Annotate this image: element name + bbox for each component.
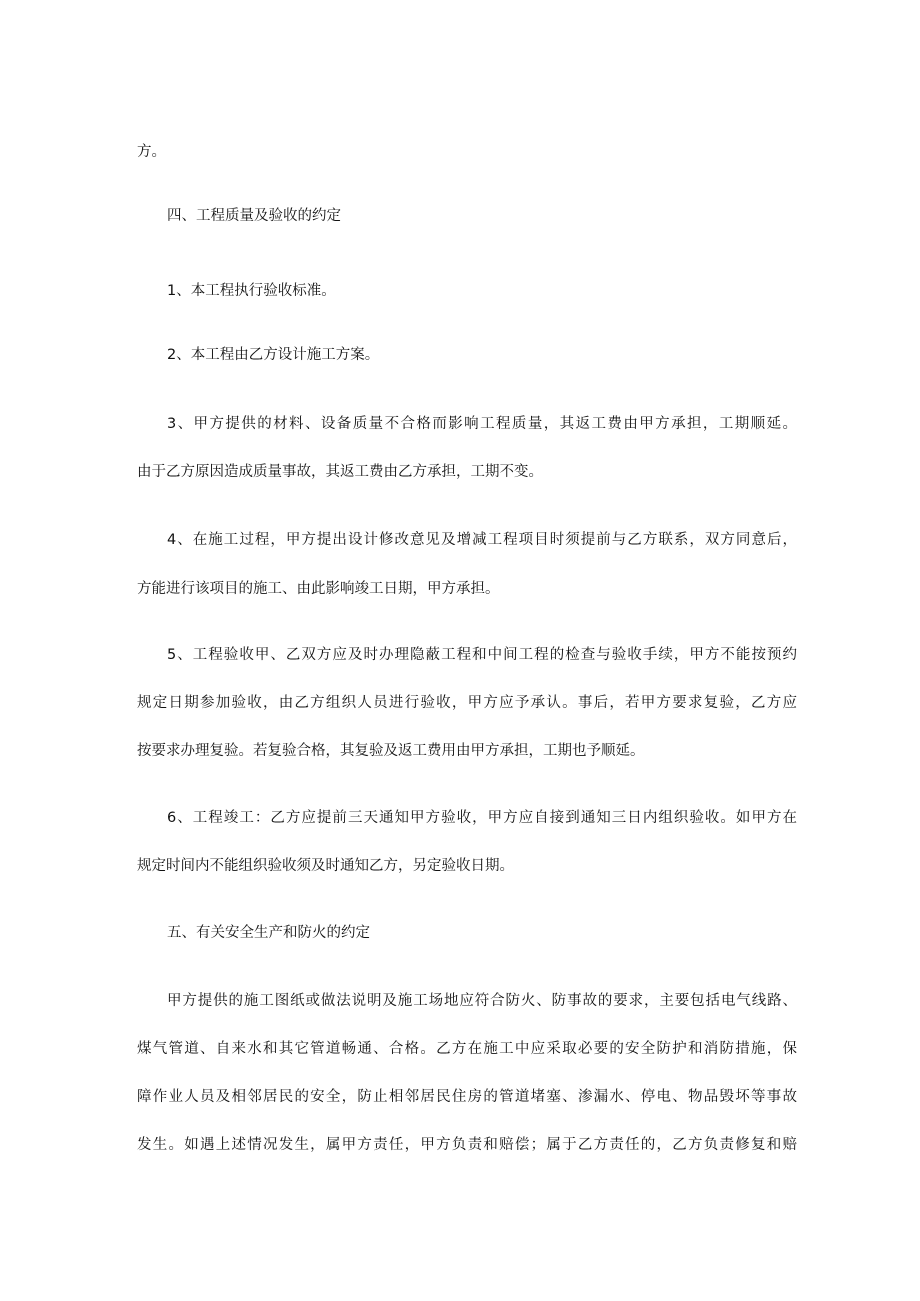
- clause-4-line-1: 4、在施工过程，甲方提出设计修改意见及增减工程项目时须提前与乙方联系，双方同意后，: [167, 532, 797, 548]
- section-heading-safety: 五、有关安全生产和防火的约定: [167, 925, 370, 941]
- clause-2: 2、本工程由乙方设计施工方案。: [167, 347, 380, 363]
- paragraph-continuation: 方。: [137, 144, 166, 160]
- clause-5-line-1: 5、工程验收甲、乙双方应及时办理隐蔽工程和中间工程的检查与验收手续，甲方不能按预约: [167, 647, 797, 663]
- clause-3-line-2: 由于乙方原因造成质量事故，其返工费由乙方承担，工期不变。: [137, 464, 543, 480]
- clause-3-line-1: 3、甲方提供的材料、设备质量不合格而影响工程质量，其返工费由甲方承担，工期顺延。: [167, 416, 797, 432]
- clause-1: 1、本工程执行验收标准。: [167, 283, 336, 299]
- clause-5-line-2: 规定日期参加验收，由乙方组织人员进行验收，甲方应予承认。事后，若甲方要求复验，乙方应: [137, 695, 797, 711]
- safety-paragraph-line-1: 甲方提供的施工图纸或做法说明及施工场地应符合防火、防事故的要求，主要包括电气线路、: [167, 993, 797, 1009]
- safety-paragraph-line-3: 障作业人员及相邻居民的安全，防止相邻居民住房的管道堵塞、渗漏水、停电、物品毁坏等事故: [137, 1089, 797, 1105]
- safety-paragraph-line-2: 煤气管道、自来水和其它管道畅通、合格。乙方在施工中应采取必要的安全防护和消防措施，保: [137, 1041, 797, 1057]
- clause-4-line-2: 方能进行该项目的施工、由此影响竣工日期，甲方承担。: [137, 581, 500, 597]
- clause-6-line-1: 6、工程竣工：乙方应提前三天通知甲方验收，甲方应自接到通知三日内组织验收。如甲方在: [167, 810, 797, 826]
- clause-6-line-2: 规定时间内不能组织验收须及时通知乙方，另定验收日期。: [137, 858, 514, 874]
- clause-5-line-3: 按要求办理复验。若复验合格，其复验及返工费用由甲方承担，工期也予顺延。: [137, 743, 645, 759]
- section-heading-quality: 四、工程质量及验收的约定: [167, 208, 341, 224]
- safety-paragraph-line-4: 发生。如遇上述情况发生，属甲方责任，甲方负责和赔偿；属于乙方责任的，乙方负责修复和赔: [137, 1137, 797, 1153]
